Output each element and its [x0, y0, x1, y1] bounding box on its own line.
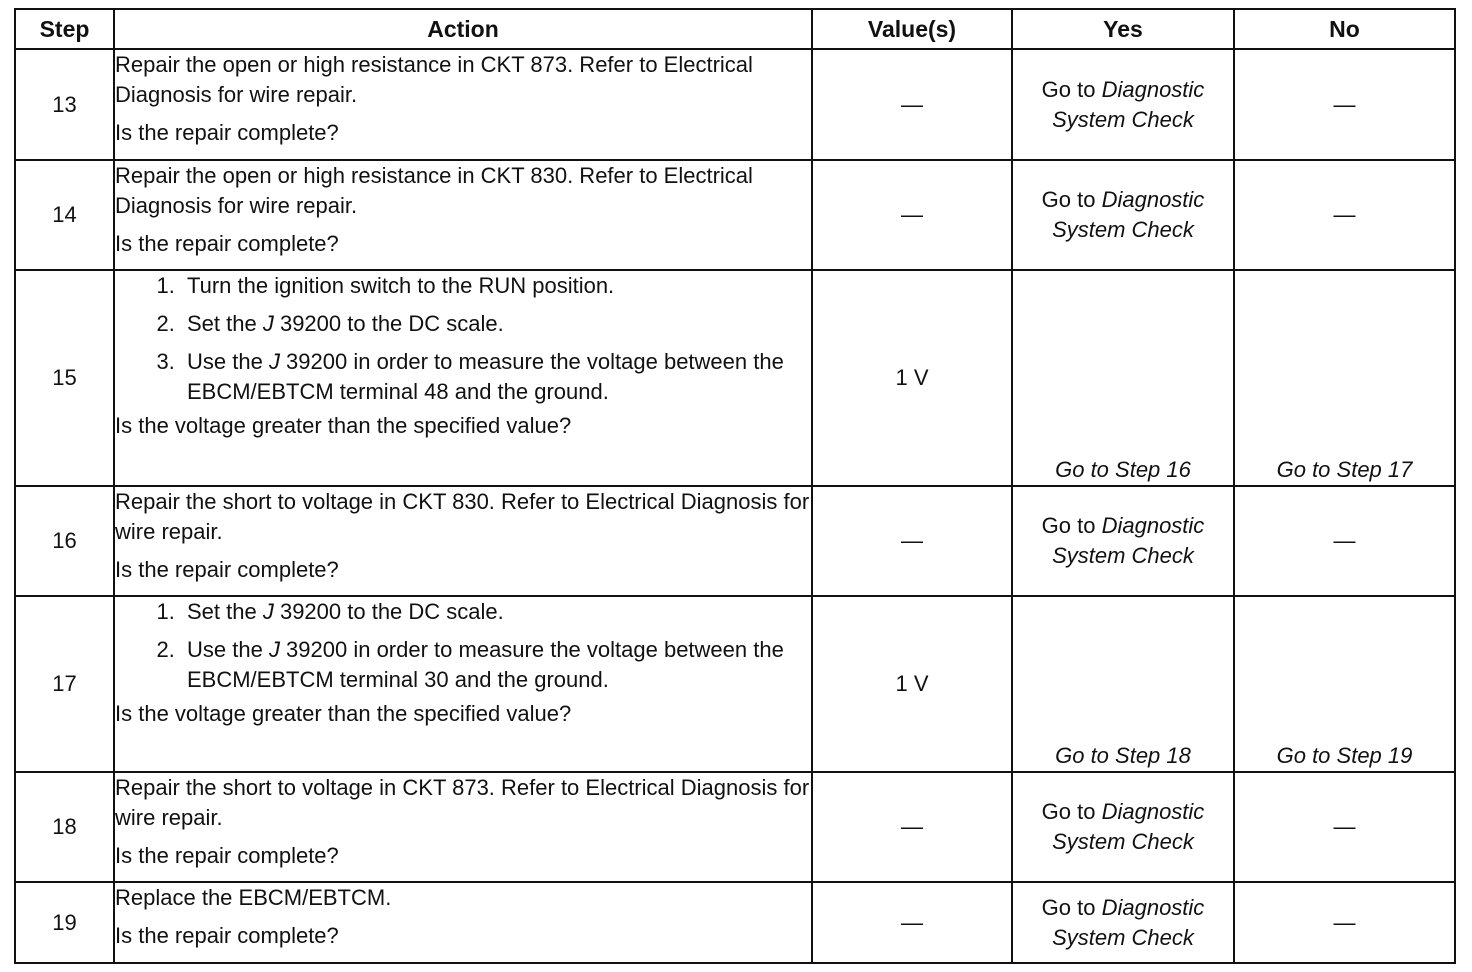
table-row — [15, 270, 1455, 486]
action-text: Replace the EBCM/EBTCM. — [115, 885, 392, 910]
header-values: Value(s) — [812, 9, 1012, 49]
action-cell — [114, 596, 812, 772]
step-number: 19 — [15, 882, 114, 963]
no-cell: — — [1234, 882, 1455, 963]
substep-text: Use the — [187, 637, 269, 662]
diagnostic-table — [14, 8, 1456, 964]
substep-item — [181, 597, 811, 627]
yes-cell — [1012, 882, 1234, 963]
table-row — [15, 882, 1455, 963]
step-number: 17 — [15, 596, 114, 772]
header-row — [15, 9, 1455, 49]
yes-prefix: Go to — [1041, 76, 1102, 102]
action-text: Repair the short to voltage in CKT 830. Refer to Electrical Diagnosis for wire repair. — [115, 489, 810, 544]
step-number: 15 — [15, 270, 114, 486]
header-no: No — [1234, 9, 1455, 49]
tool-name: J — [268, 349, 280, 374]
action-cell — [114, 270, 812, 486]
table-row — [15, 49, 1455, 160]
action-cell — [114, 49, 812, 160]
substep-text: 39200 to the DC scale. — [273, 311, 504, 336]
action-question: Is the voltage greater than the specified value? — [115, 701, 572, 726]
action-cell — [114, 160, 812, 270]
no-cell: — — [1234, 160, 1455, 270]
tool-name: J — [262, 311, 274, 336]
value-cell: 1 V — [812, 270, 1012, 486]
substep-text: 39200 in order to measure the voltage between the EBCM/EBTCM terminal 48 and the ground. — [187, 349, 784, 404]
tool-name: J — [268, 637, 280, 662]
no-cell — [1234, 596, 1455, 772]
yes-prefix: Go to — [1041, 894, 1102, 920]
table-row — [15, 596, 1455, 772]
yes-link-text: Go to Step 16 — [1055, 457, 1191, 482]
substep-item — [181, 271, 811, 301]
yes-link-text: Diagnostic System Check — [1052, 894, 1205, 950]
yes-link-text: Go to Step 18 — [1055, 743, 1191, 768]
no-link-text: Go to Step 19 — [1276, 743, 1413, 768]
action-text: Repair the open or high resistance in CKT 830. Refer to Electrical Diagnosis for wire repair. — [115, 163, 753, 218]
substep-text: Turn the ignition switch to the RUN position. — [187, 273, 615, 298]
yes-prefix: Go to — [1041, 513, 1102, 538]
action-question: Is the repair complete? — [115, 120, 339, 145]
yes-link-text: Diagnostic System Check — [1052, 76, 1205, 132]
yes-cell — [1012, 270, 1234, 486]
yes-cell — [1012, 772, 1234, 882]
tool-name: J — [262, 599, 274, 624]
action-question: Is the repair complete? — [115, 923, 339, 948]
header-action: Action — [114, 9, 812, 49]
value-cell: — — [812, 882, 1012, 963]
yes-cell — [1012, 486, 1234, 596]
step-number: 13 — [15, 49, 114, 160]
step-number: 16 — [15, 486, 114, 596]
action-question: Is the repair complete? — [115, 843, 339, 868]
substep-list — [115, 597, 811, 695]
value-cell: 1 V — [812, 596, 1012, 772]
no-cell — [1234, 270, 1455, 486]
yes-link-text: Diagnostic System Check — [1052, 513, 1205, 568]
table-row — [15, 486, 1455, 596]
yes-cell — [1012, 160, 1234, 270]
action-question: Is the voltage greater than the specified value? — [115, 413, 572, 438]
header-yes: Yes — [1012, 9, 1234, 49]
action-text: Repair the open or high resistance in CKT 873. Refer to Electrical Diagnosis for wire repair. — [115, 52, 753, 107]
action-cell — [114, 882, 812, 963]
yes-cell — [1012, 49, 1234, 160]
yes-prefix: Go to — [1041, 799, 1102, 824]
substep-text: Set the — [187, 599, 263, 624]
action-cell — [114, 486, 812, 596]
substep-text: 39200 in order to measure the voltage between the EBCM/EBTCM terminal 30 and the ground. — [187, 637, 784, 692]
substep-item — [181, 309, 811, 339]
no-cell: — — [1234, 49, 1455, 160]
no-link-text: Go to Step 17 — [1276, 457, 1413, 482]
yes-cell — [1012, 596, 1234, 772]
action-question: Is the repair complete? — [115, 557, 339, 582]
substep-text: Use the — [187, 349, 269, 374]
value-cell: — — [812, 160, 1012, 270]
no-cell: — — [1234, 772, 1455, 882]
step-number: 18 — [15, 772, 114, 882]
substep-item — [181, 347, 811, 407]
header-step: Step — [15, 9, 114, 49]
action-cell — [114, 772, 812, 882]
value-cell: — — [812, 486, 1012, 596]
table-row — [15, 772, 1455, 882]
value-cell: — — [812, 772, 1012, 882]
yes-link-text: Diagnostic System Check — [1052, 799, 1205, 854]
substep-text: 39200 to the DC scale. — [273, 599, 504, 624]
yes-link-text: Diagnostic System Check — [1052, 187, 1205, 242]
action-question: Is the repair complete? — [115, 231, 339, 256]
step-number: 14 — [15, 160, 114, 270]
table-row — [15, 160, 1455, 270]
action-text: Repair the short to voltage in CKT 873. Refer to Electrical Diagnosis for wire repair. — [115, 775, 810, 830]
yes-prefix: Go to — [1041, 187, 1102, 212]
no-cell: — — [1234, 486, 1455, 596]
value-cell: — — [812, 49, 1012, 160]
substep-list — [115, 271, 811, 407]
substep-text: Set the — [187, 311, 263, 336]
substep-item — [181, 635, 811, 695]
